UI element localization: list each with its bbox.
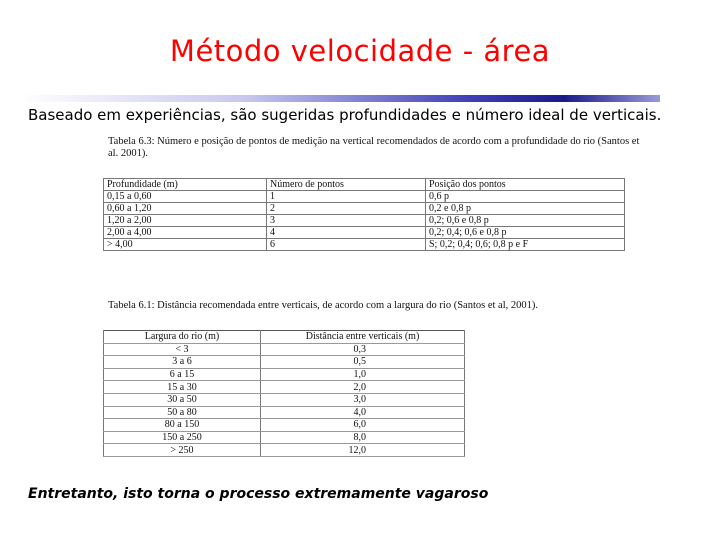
- table-cell: 4: [267, 227, 426, 239]
- table-row: [104, 406, 465, 419]
- table-cell: 2,00 a 4,00: [104, 227, 267, 239]
- table-row: [104, 215, 625, 227]
- river-width-table: [103, 330, 465, 457]
- table-row: [104, 239, 625, 251]
- table-row: [104, 203, 625, 215]
- table-cell: 0,2; 0,6 e 0,8 p: [426, 215, 625, 227]
- slide-subtitle: Baseado em experiências, são sugeridas profundidades e número ideal de verticais.: [28, 106, 662, 124]
- table-cell: 0,2 e 0,8 p: [426, 203, 625, 215]
- table-cell: 1,20 a 2,00: [104, 215, 267, 227]
- depth-points-table: [103, 178, 625, 251]
- table-header-row: [104, 179, 625, 191]
- table-cell: 4,0: [261, 406, 465, 419]
- table-cell: < 3: [104, 343, 261, 356]
- table-cell: > 4,00: [104, 239, 267, 251]
- table-cell: 2: [267, 203, 426, 215]
- table-cell: > 250: [104, 444, 261, 457]
- table-cell: 8,0: [261, 431, 465, 444]
- table-cell: 0,60 a 1,20: [104, 203, 267, 215]
- table-cell: 0,2; 0,4; 0,6 e 0,8 p: [426, 227, 625, 239]
- table-cell: 1: [267, 191, 426, 203]
- column-header: Posição dos pontos: [426, 179, 625, 191]
- table-cell: 6 a 15: [104, 368, 261, 381]
- table-cell: 0,5: [261, 356, 465, 369]
- table-cell: 0,15 a 0,60: [104, 191, 267, 203]
- table1-caption: Tabela 6.3: Número e posição de pontos de medição na vertical recomendados de acordo com a profundidade do rio (Santos et al. 2001).: [108, 136, 640, 159]
- table-cell: 2,0: [261, 381, 465, 394]
- table-row: [104, 419, 465, 432]
- title-divider: [20, 95, 660, 102]
- table-row: [104, 356, 465, 369]
- column-header: Largura do rio (m): [104, 331, 261, 344]
- table-row: [104, 431, 465, 444]
- table-cell: 1,0: [261, 368, 465, 381]
- table-row: [104, 191, 625, 203]
- table-cell: 0,3: [261, 343, 465, 356]
- table-cell: 3: [267, 215, 426, 227]
- table2-caption: Tabela 6.1: Distância recomendada entre verticais, de acordo com a largura do rio (Santos et al, 2001).: [108, 300, 538, 311]
- table-cell: 6: [267, 239, 426, 251]
- table-row: [104, 227, 625, 239]
- column-header: Profundidade (m): [104, 179, 267, 191]
- table-header-row: [104, 331, 465, 344]
- table-row: [104, 368, 465, 381]
- column-header: Distância entre verticais (m): [261, 331, 465, 344]
- slide-footer-note: Entretanto, isto torna o processo extremamente vagaroso: [28, 486, 489, 502]
- table-cell: 3,0: [261, 393, 465, 406]
- slide-title: Método velocidade - área: [169, 34, 551, 68]
- column-header: Número de pontos: [267, 179, 426, 191]
- table-cell: 6,0: [261, 419, 465, 432]
- table-row: [104, 393, 465, 406]
- table-cell: 12,0: [261, 444, 465, 457]
- table-cell: S; 0,2; 0,4; 0,6; 0,8 p e F: [426, 239, 625, 251]
- table-cell: 15 a 30: [104, 381, 261, 394]
- table-cell: 30 a 50: [104, 393, 261, 406]
- table-cell: 50 a 80: [104, 406, 261, 419]
- table-row: [104, 444, 465, 457]
- table-cell: 80 a 150: [104, 419, 261, 432]
- table-row: [104, 381, 465, 394]
- table-cell: 0,6 p: [426, 191, 625, 203]
- table-cell: 3 a 6: [104, 356, 261, 369]
- table-row: [104, 343, 465, 356]
- table-cell: 150 a 250: [104, 431, 261, 444]
